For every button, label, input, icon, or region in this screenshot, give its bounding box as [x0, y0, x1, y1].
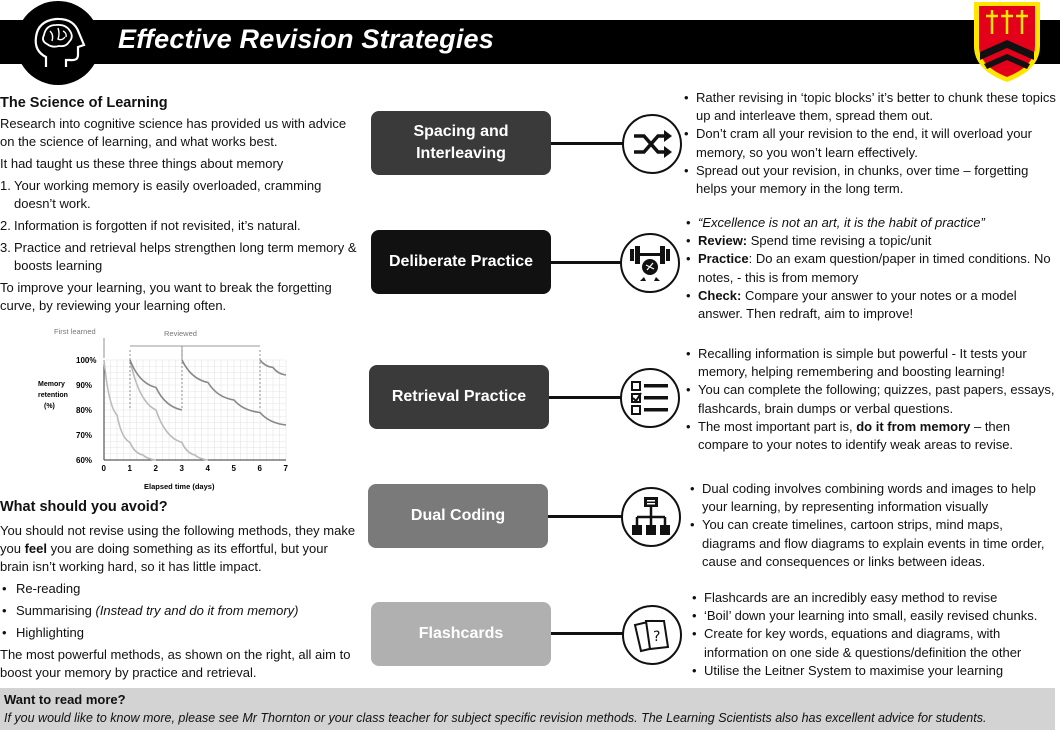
avoid-text-bold: feel: [24, 541, 47, 556]
school-crest-icon: [972, 0, 1042, 84]
bullet: • ‘Boil’ down your learning into small, easily revised chunks.: [692, 607, 1058, 625]
footer-text: If you would like to know more, please see Mr Thornton or your class teacher for subject specific revision methods. The Learning Scientists also has excellent advice for students.: [4, 711, 987, 725]
point-text: Information is forgotten if not revisited, it’s natural.: [14, 218, 301, 233]
science-heading: The Science of Learning: [0, 95, 168, 111]
strategy-label: Flashcards: [418, 625, 504, 642]
bullet: • Utilise the Leitner System to maximise your learning: [692, 662, 1058, 680]
x-tick-label: 2: [153, 464, 158, 473]
strategy-box-spacing: [371, 111, 551, 175]
y-tick-label: 70%: [76, 431, 93, 440]
footer-heading: Want to read more?: [4, 692, 126, 707]
bullet: • Rather revising in ‘topic blocks’ it’s better to chunk these topics up and interleave them, spread them out.: [684, 89, 1056, 125]
bullet-text: : Do an exam question/paper in timed conditions. No notes, - this is from memory: [698, 251, 1051, 285]
x-tick-label: 6: [257, 464, 262, 473]
bullet: • You can complete the following; quizzes, past papers, essays, flashcards, brain dumps or verbal questions.: [686, 381, 1056, 417]
y-tick-label: 80%: [76, 406, 93, 415]
shuffle-icon: [622, 114, 682, 174]
avoid-text-b: you are doing something as its effortful, but your brain isn’t working hard, so it has little impact.: [0, 541, 328, 574]
avoid-note: (Instead try and do it from memory): [95, 603, 299, 618]
flowchart-icon: [621, 487, 681, 547]
memory-point: [0, 177, 360, 213]
strategy-label: Deliberate Practice: [388, 253, 534, 270]
bullet: • Create for key words, equations and diagrams, with information on one side & questions/definition the other: [692, 625, 1058, 661]
avoid-text-a: You should not revise using the following methods, they make you: [0, 523, 356, 556]
checklist-icon: [620, 368, 680, 428]
svg-text:?: ?: [653, 629, 661, 645]
y-tick-label: 60%: [76, 456, 93, 465]
point-number: 2.: [0, 218, 11, 233]
bullet: [686, 250, 1056, 286]
bullet: • Don’t cram all your revision to the end, it will overload your memory, so you won’t learn effectively.: [684, 125, 1056, 161]
connector-line: [551, 142, 624, 145]
bullet-text: Spend time revising a topic/unit: [747, 233, 932, 249]
bullet-text: – then compare to your notes to identify weak areas to revise.: [698, 418, 1014, 453]
bullet: • Dual coding involves combining words and images to help your learning, by representing information visually: [690, 480, 1056, 516]
strategy-label-line2: Interleaving: [416, 145, 506, 162]
forgetting-curve-chart: [34, 326, 300, 496]
bullet: [686, 214, 1056, 232]
strategy-box-deliberate: [371, 230, 551, 294]
connector-line: [548, 515, 623, 518]
avoid-item: [0, 624, 360, 642]
flashcards-bullets: [692, 589, 1058, 680]
y-tick-label: 100%: [76, 356, 97, 365]
closing-paragraph: The most powerful methods, as shown on the right, all aim to boost your memory by practice and retrieval.: [0, 647, 351, 680]
bullet: [686, 287, 1056, 323]
strategy-label-line1: Spacing and: [413, 123, 509, 140]
bullet-bold: Review:: [698, 233, 748, 249]
bullet-bold: do it from memory: [856, 418, 971, 434]
avoid-section: [0, 498, 360, 682]
page-title: Effective Revision Strategies: [118, 24, 494, 54]
bullet-bold: Check:: [698, 287, 742, 303]
connector-line: [551, 261, 624, 264]
bullet-text: The most important part is,: [698, 418, 857, 434]
bullet-bold: Practice: [698, 251, 749, 267]
avoid-paragraph: [0, 522, 360, 576]
annotation-first-learned: First learned: [54, 327, 96, 336]
annotation-reviewed: Reviewed: [164, 329, 197, 338]
improve-paragraph: To improve your learning, you want to break the forgetting curve, by reviewing your learning often.: [0, 280, 332, 313]
flashcards-icon: [622, 605, 682, 665]
x-tick-label: 1: [127, 464, 132, 473]
deliberate-bullets: [686, 214, 1056, 323]
memory-point: [0, 239, 360, 275]
strategy-label: Dual Coding: [410, 507, 506, 524]
x-tick-label: 4: [205, 464, 210, 473]
left-column: [0, 94, 360, 315]
x-tick-label: 0: [101, 464, 106, 473]
y-axis-label-l1: Memory: [38, 381, 65, 388]
x-axis-label: Elapsed time (days): [144, 482, 215, 491]
strategy-box-dual-coding: [368, 484, 548, 548]
strategy-box-retrieval: [369, 365, 549, 429]
avoid-item-text: Re-reading: [16, 581, 81, 596]
bullet: [686, 232, 1056, 250]
bullet: • Recalling information is simple but powerful - It tests your memory, helping remembering and boosting learning!: [686, 345, 1056, 381]
x-tick-label: 3: [179, 464, 184, 473]
bullet: • Spread out your revision, in chunks, over time – forgetting helps your memory in the long term.: [684, 162, 1056, 198]
point-number: 3.: [0, 240, 11, 255]
dual-coding-bullets: [690, 480, 1056, 571]
avoid-item: [0, 602, 360, 620]
point-text: Practice and retrieval helps strengthen long term memory & boosts learning: [14, 240, 357, 273]
connector-line: [549, 396, 622, 399]
memory-point: [0, 217, 360, 235]
weightlifting-brain-icon: [620, 233, 680, 293]
avoid-item-text: Summarising: [16, 603, 92, 618]
science-paragraph: Research into cognitive science has provided us with advice on the science of learning, and what works best.: [0, 116, 347, 149]
practice-quote: “Excellence is not an art, it is the habit of practice”: [698, 215, 985, 230]
y-axis-label-l3: (%): [44, 403, 55, 410]
avoid-item-text: Highlighting: [16, 625, 84, 640]
bullet: [686, 418, 1056, 454]
x-tick-label: 7: [283, 464, 288, 473]
strategy-box-flashcards: [371, 602, 551, 666]
y-axis-label-l2: retention: [38, 392, 68, 399]
x-tick-label: 5: [231, 464, 236, 473]
chart-grid: [76, 356, 289, 473]
science-intro: It had taught us these three things about memory: [0, 156, 284, 171]
bullet-text: Compare your answer to your notes or a model answer. Then redraft, aim to improve!: [698, 287, 1017, 322]
point-number: 1.: [0, 178, 11, 193]
y-tick-label: 90%: [76, 381, 93, 390]
bullet: • You can create timelines, cartoon strips, mind maps, diagrams and flow diagrams to explain events in time order, cause and consequences or links between ideas.: [690, 516, 1056, 571]
brain-head-icon: [16, 1, 100, 85]
point-text: Your working memory is easily overloaded, cramming doesn’t work.: [14, 178, 322, 211]
spacing-bullets: [684, 89, 1056, 198]
strategy-label: Retrieval Practice: [391, 388, 527, 405]
bullet: • Flashcards are an incredibly easy method to revise: [692, 589, 1058, 607]
avoid-item: [0, 580, 360, 598]
retrieval-bullets: [686, 345, 1056, 454]
avoid-heading: What should you avoid?: [0, 499, 168, 515]
connector-line: [551, 632, 624, 635]
chart-annotations: [104, 338, 260, 410]
